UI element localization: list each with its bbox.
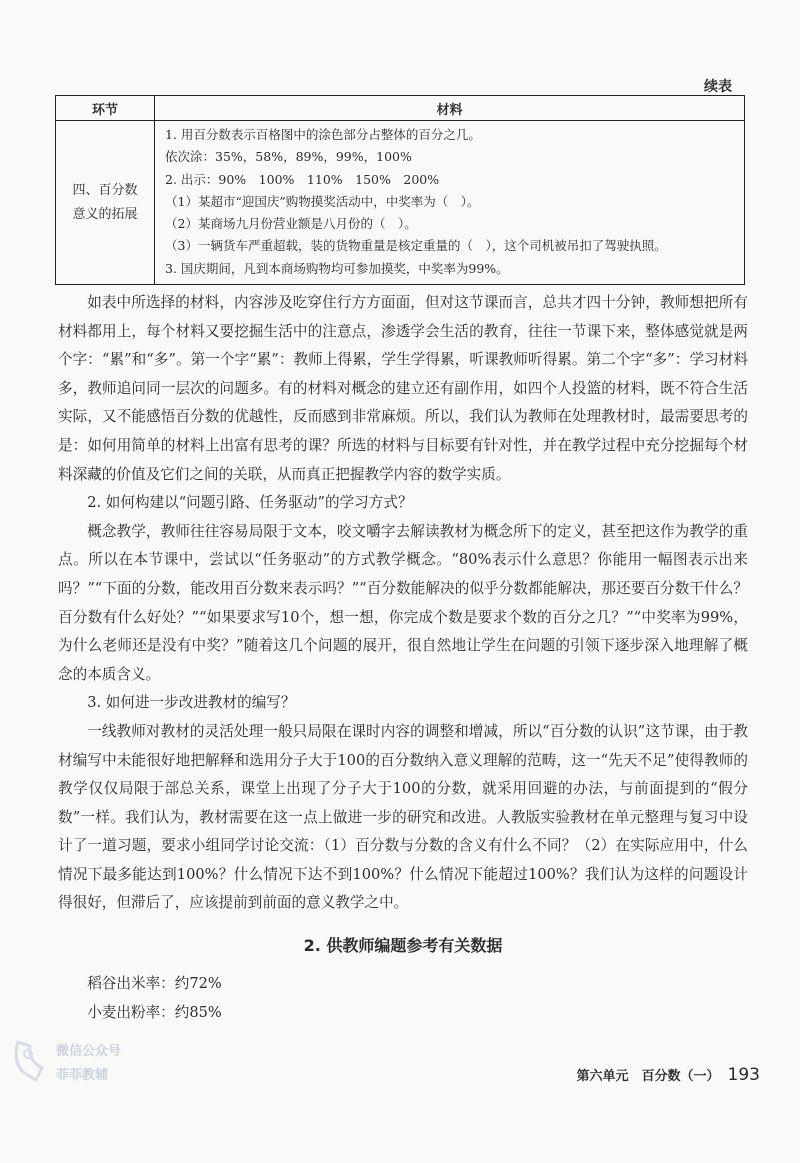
material-line: 3. 国庆期间，凡到本商场购物均可参加摸奖，中奖率为99%。: [165, 260, 509, 276]
continued-table-label: 续表: [704, 79, 732, 95]
materials-table: [55, 95, 745, 285]
material-line: （3）一辆货车严重超载，装的货物重量是核定重量的（ ），这个司机被吊扣了驾驶执照。: [165, 238, 667, 254]
material-line: 1. 用百分数表示百格图中的涂色部分占整体的百分之几。: [165, 127, 481, 142]
paragraph-material-analysis: 如表中所选择的材料，内容涉及吃穿住行方方面面，但对这节课而言，总共才四十分钟，教师想把所有材料都用上，每个材料又要挖掘生活中的注意点，渗透学会生活的教育，往往一节课下来，整体感觉就是两个字：“累”和“多”。第一个字“累”：教师上得累，学生学得累，听课教师听得累。第二个字“多”：学习材料多，教师追问同一层次的问题多。有的材料对概念的建立还有副作用，如四个人投篮的材料，既不符合生活实际，又不能感悟百分数的优越性，反而感到非常麻烦。所以，我们认为教师在处理教材时，最需要思考的是：如何用简单的材料上出富有思考的课？所选的材料与目标要有针对性，并在教学过程中充分挖掘每个材料深藏的价值及它们之间的关联，从而真正把握教学内容的数学实质。: [58, 294, 748, 483]
section-name-cell: [56, 121, 155, 285]
table-header-row: [56, 96, 745, 121]
watermark: [4, 1032, 144, 1094]
page-footer: [577, 1065, 760, 1085]
data-line-wheat: 小麦出粉率：约85%: [87, 1003, 222, 1021]
footer-unit-title: 第六单元 百分数（一）: [576, 1069, 720, 1084]
page-number: 193: [727, 1065, 760, 1085]
table-row: [56, 121, 745, 285]
header-section: 环节: [56, 96, 155, 121]
watermark-logo-icon: [8, 1034, 52, 1090]
material-line: 2. 出示：90% 100% 110% 150% 200%: [165, 171, 440, 187]
question-heading-2: 2. 如何构建以“问题引路、任务驱动”的学习方式？: [87, 494, 413, 512]
question-heading-3: 3. 如何进一步改进教材的编写？: [87, 694, 296, 712]
section-name-line2: 意义的拓展: [72, 206, 138, 222]
header-material: 材料: [155, 96, 745, 121]
data-line-rice: 稻谷出米率：约72%: [87, 975, 222, 993]
material-line: （2）某商场九月份营业额是八月份的（ ）。: [165, 216, 417, 232]
paragraph-textbook-improvement: 一线教师对教材的灵活处理一般只局限在课时内容的调整和增减，所以“百分数的认识”这节课，由于教材编写中未能很好地把解释和选用分子大于100的百分数纳入意义理解的范畴，这一“先天不足”使得教师的教学仅仅局限于部总关系，课堂上出现了分子大于100的分数，就采用回避的办法，与前面提到的“假分数”一样。我们认为，教材需要在这一点上做进一步的研究和改进。人教版实验教材在单元整理与复习中设计了一道习题，要求小组同学讨论交流：（1）百分数与分数的含义有什么不同？（2）在实际应用中，什么情况下最多能达到100%？什么情况下达不到100%？什么情况下能超过100%？我们认为这样的问题设计得很好，但滞后了，应该提前到前面的意义教学之中。: [58, 722, 748, 912]
section-title: 2. 供教师编题参考有关数据: [303, 936, 503, 956]
watermark-line2: 菲菲教辅: [56, 1068, 109, 1083]
paragraph-task-driven: 概念教学，教师往往容易局限于文本，咬文嚼字去解读教材为概念所下的定义，甚至把这作为教学的重点。所以在本节课中，尝试以“任务驱动”的方式教学概念。“80%表示什么意思？你能用一幅图表示出来吗？”“下面的分数，能改用百分数来表示吗？”“百分数能解决的似乎分数都能解决，那还要百分数干什么？百分数有什么好处？”“如果要求写10个，想一想，你完成个数是要求个数的百分之几？”“中奖率为99%，为什么老师还是没有中奖？”随着这几个问题的展开，很自然地让学生在问题的引领下逐步深入地理解了概念的本质含义。: [58, 522, 748, 683]
material-line: （1）某超市“迎国庆”购物摸奖活动中，中奖率为（ ）。: [165, 193, 480, 209]
section-name-line1: 四、百分数: [72, 182, 138, 198]
material-line: 依次涂：35%，58%，89%，99%，100%: [165, 149, 412, 165]
material-content-cell: [155, 121, 745, 285]
body-text: [58, 289, 748, 1027]
watermark-line1: 微信公众号: [56, 1044, 122, 1059]
